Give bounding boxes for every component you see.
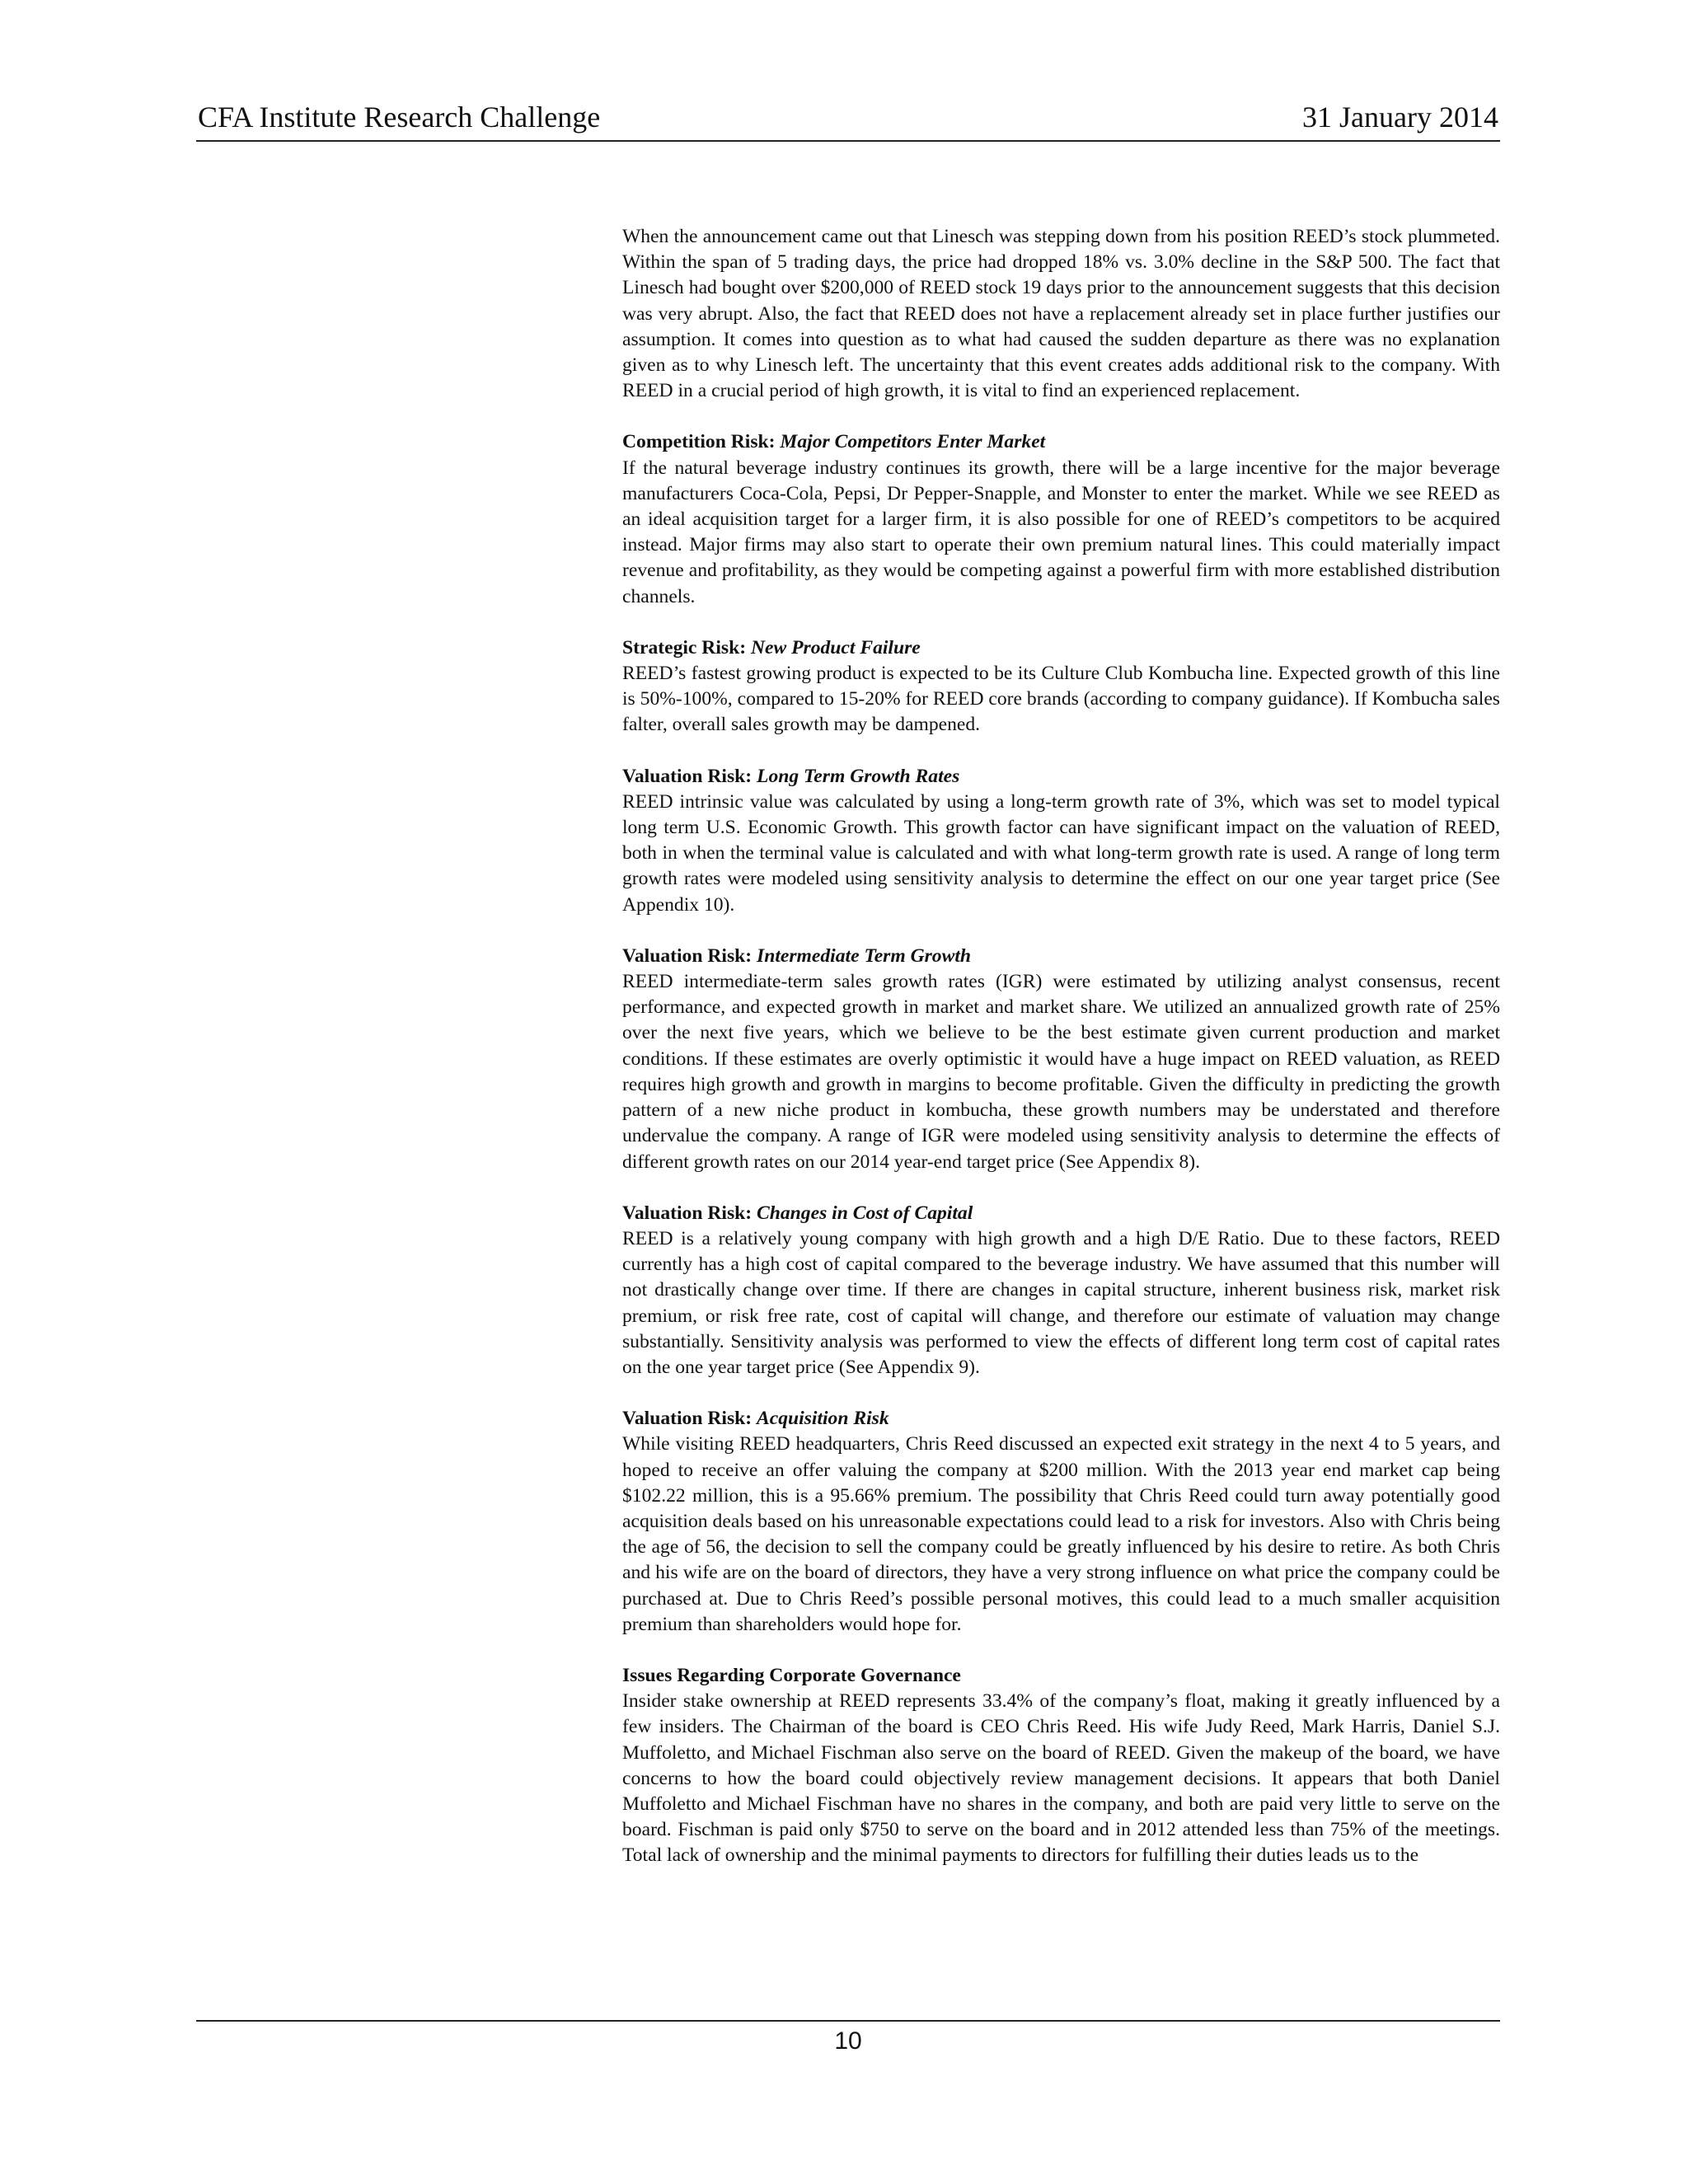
document-title: CFA Institute Research Challenge bbox=[198, 101, 601, 134]
section-body: REED intrinsic value was calculated by using a long-term growth rate of 3%, which was set to model typical long term U.S. Economic Growth. This growth factor can have significant impact on the valuation of REED, both in when the terminal value is calculated and with what long-term growth rate is used. A range of long term growth rates were modeled using sensitivity analysis to determine the effect on our one year target price (See Appendix 10). bbox=[622, 790, 1500, 916]
section-heading bbox=[622, 635, 1500, 661]
section-subtitle: Long Term Growth Rates bbox=[757, 765, 960, 787]
intro-paragraph: When the announcement came out that Linesch was stepping down from his position REED’s stock plummeted. Within the span of 5 trading days, the price had dropped 18% vs. 3.0% decline in the S&P 500. The fact that Linesch had bought over $200,000 of REED stock 19 days prior to the announcement suggests that this decision was very abrupt. Also, the fact that REED does not have a replacement already set in place further justifies our assumption. It comes into question as to what had caused the sudden departure as there was no explanation given as to why Linesch left. The uncertainty that this event creates adds additional risk to the company. With REED in a crucial period of high growth, it is vital to find an experienced replacement. bbox=[622, 226, 1500, 402]
section-subtitle: Acquisition Risk bbox=[757, 1408, 889, 1430]
section-subtitle: New Product Failure bbox=[750, 636, 921, 658]
page-number: 10 bbox=[834, 2027, 862, 2055]
section-body: While visiting REED headquarters, Chris Reed discussed an expected exit strategy in the next 4 to 5 years, and hoped to receive an offer valuing the company at $200 million. With the 2013 year end market cap being $102.22 million, this is a 95.66% premium. The possibility that Chris Reed could turn away potentially good acquisition deals based on his unreasonable expectations could lead to a risk for investors. Also with Chris being the age of 56, the decision to sell the company could be greatly influenced by his desire to retire. As both Chris and his wife are on the board of directors, they have a very strong influence on what price the company could be purchased at. Due to Chris Reed’s possible personal motives, this could lead to a much smaller acquisition premium than shareholders would hope for. bbox=[622, 1433, 1500, 1635]
section-body: REED’s fastest growing product is expected to be its Culture Club Kombucha line. Expected growth of this line is 50%-100%, compared to 15-20% for REED core brands (according to company guidance). If Kombucha sales falter, overall sales growth may be dampened. bbox=[622, 663, 1500, 736]
section-label: Competition Risk: bbox=[622, 431, 781, 453]
section-label: Valuation Risk: bbox=[622, 1408, 757, 1430]
section-heading bbox=[622, 1201, 1500, 1226]
section-label: Issues Regarding Corporate Governance bbox=[622, 1664, 961, 1686]
document-date: 31 January 2014 bbox=[1302, 101, 1498, 134]
section-body: REED intermediate-term sales growth rates (IGR) were estimated by utilizing analyst consensus, recent performance, and expected growth in market and market share. We utilized an annualized growth rate of 25% over the next five years, which we believe to be the best estimate given current production and market conditions. If these estimates are overly optimistic it would have a huge impact on REED valuation, as REED requires high growth and growth in margins to become profitable. Given the difficulty in predicting the growth pattern of a new niche product in kombucha, these growth numbers may be understated and therefore undervalue the company. A range of IGR were modeled using sensitivity analysis to determine the effects of different growth rates on our 2014 year-end target price (See Appendix 8). bbox=[622, 971, 1500, 1173]
section-heading bbox=[622, 1663, 1500, 1689]
section-competition-risk bbox=[622, 429, 1500, 609]
section-label: Strategic Risk: bbox=[622, 636, 751, 658]
section-label: Valuation Risk: bbox=[622, 1202, 757, 1224]
section-heading bbox=[622, 1406, 1500, 1432]
section-subtitle: Intermediate Term Growth bbox=[757, 944, 972, 967]
section-body: If the natural beverage industry continues its growth, there will be a large incentive for the major beverage manufacturers Coca-Cola, Pepsi, Dr Pepper-Snapple, and Monster to enter the market. While we see REED as an ideal acquisition target for a larger firm, it is also possible for one of REED’s competitors to be acquired instead. Major firms may also start to operate their own premium natural lines. This could materially impact revenue and profitability, as they would be competing against a powerful firm with more established distribution channels. bbox=[622, 457, 1500, 607]
section-strategic-risk bbox=[622, 635, 1500, 738]
section-body: REED is a relatively young company with high growth and a high D/E Ratio. Due to these factors, REED currently has a high cost of capital compared to the beverage industry. We have assumed that this number will not drastically change over time. If there are changes in capital structure, inherent business risk, market risk premium, or risk free rate, cost of capital will change, and therefore our estimate of valuation may change substantially. Sensitivity analysis was performed to view the effects of different long term cost of capital rates on the one year target price (See Appendix 9). bbox=[622, 1227, 1500, 1378]
section-corporate-governance bbox=[622, 1663, 1500, 1869]
page-header bbox=[196, 99, 1500, 142]
section-heading bbox=[622, 764, 1500, 790]
section-subtitle: Major Competitors Enter Market bbox=[780, 431, 1046, 453]
section-valuation-risk-intermediate bbox=[622, 944, 1500, 1175]
section-heading bbox=[622, 429, 1500, 455]
section-label: Valuation Risk: bbox=[622, 944, 757, 967]
section-subtitle: Changes in Cost of Capital bbox=[757, 1202, 973, 1224]
section-valuation-risk-acquisition bbox=[622, 1406, 1500, 1638]
main-content bbox=[622, 224, 1500, 1869]
footer-divider bbox=[196, 2020, 1500, 2022]
section-valuation-risk-cost-of-capital bbox=[622, 1201, 1500, 1380]
section-body: Insider stake ownership at REED represents 33.4% of the company’s float, making it greatly influenced by a few insiders. The Chairman of the board is CEO Chris Reed. His wife Judy Reed, Mark Harris, Daniel S.J. Muffoletto, and Michael Fischman also serve on the board of REED. Given the makeup of the board, we have concerns to how the board could objectively review management decisions. It appears that both Daniel Muffoletto and Michael Fischman have no shares in the company, and both are paid very little to serve on the board. Fischman is paid only $750 to serve on the board and in 2012 attended less than 75% of the meetings. Total lack of ownership and the minimal payments to directors for fulfilling their duties leads us to the bbox=[622, 1690, 1500, 1867]
section-heading bbox=[622, 944, 1500, 969]
section-valuation-risk-long-term bbox=[622, 764, 1500, 918]
section-label: Valuation Risk: bbox=[622, 765, 757, 787]
